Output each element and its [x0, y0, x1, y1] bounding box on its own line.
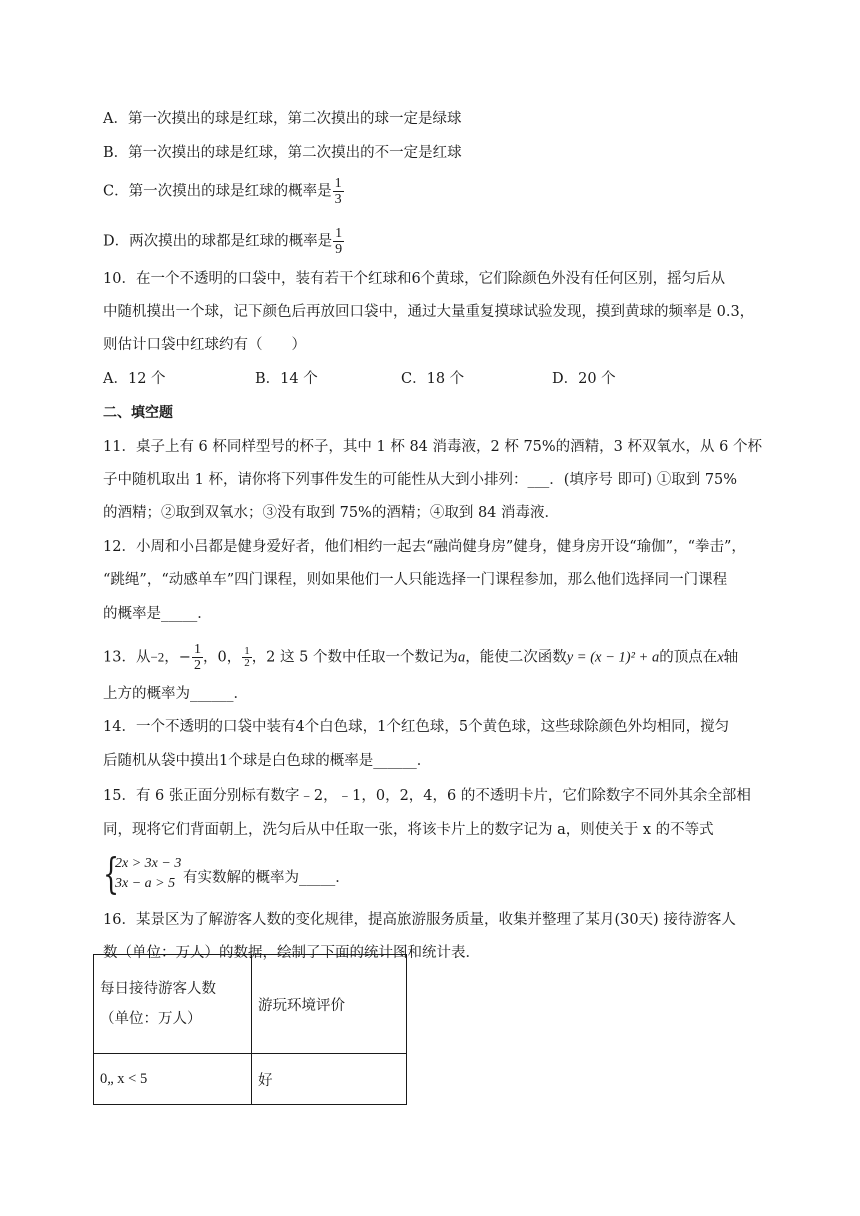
- q11-line-1: 11．桌子上有 6 杯同样型号的杯子，其中 1 杯 84 消毒液，2 杯 75%的酒精，3 杯双氧水，从 6 个杯: [103, 439, 762, 455]
- fraction-denominator: 3: [334, 192, 342, 207]
- q13-text-3: 的顶点在: [659, 649, 718, 666]
- q13-var-x: x: [717, 649, 724, 666]
- fraction-numerator: 1: [244, 645, 250, 657]
- fraction-numerator: 1: [193, 642, 201, 657]
- table-header-visitors-line2: （单位：万人）: [100, 1011, 202, 1027]
- q13-text-1: ，2 这 5 个数中任取一个数记为: [251, 649, 458, 666]
- q10-line-2: 中随机摸出一个球，记下颜色后再放回口袋中，通过大量重复摸球试验发现，摸到黄球的频率是 0.3，: [103, 304, 755, 320]
- q10-line-1: 10．在一个不透明的口袋中，装有若干个红球和6个黄球，它们除颜色外没有任何区别，摇匀后从: [103, 271, 726, 287]
- q13-minus: −: [178, 649, 191, 666]
- q13-text-4: 轴: [723, 649, 739, 666]
- q12-line-3: 的概率是_____．: [103, 606, 212, 622]
- q10-options: [103, 368, 616, 390]
- q10-option-c: C．18 个: [401, 371, 465, 387]
- q14-line-1: 14．一个不透明的口袋中装有4个白色球，1个红色球，5个黄色球，这些球除颜色外均相同，搅匀: [103, 719, 730, 735]
- table-row: [94, 1054, 407, 1105]
- q9-option-d: [103, 226, 344, 257]
- fraction-denominator: 2: [193, 658, 201, 673]
- table-cell-rating: 好: [252, 1054, 407, 1105]
- table-row: [94, 955, 407, 1054]
- q13-lead: 13．从: [103, 649, 151, 666]
- q13-sep-1: ，: [164, 649, 179, 666]
- fraction-denominator: 2: [244, 657, 250, 669]
- q10-option-b: B．14 个: [255, 371, 318, 387]
- table-header-visitors: [94, 955, 252, 1054]
- q13-zero: 0: [217, 649, 227, 666]
- q10-line-3: 则估计口袋中红球约有（ ）: [103, 337, 306, 353]
- q13-number-neg2: −2: [150, 649, 165, 665]
- q13-function: y = (x − 1)² + a: [566, 649, 660, 666]
- q11-line-2: 子中随机取出 1 杯，请你将下列事件发生的可能性从大到小排列：___．(填序号 即可) ①取到 75%: [103, 472, 738, 488]
- q9-option-c: [103, 176, 344, 207]
- q10-option-a: A．12 个: [103, 371, 166, 387]
- q16-table: [93, 954, 407, 1105]
- table-header-evaluation: 游玩环境评价: [252, 955, 407, 1054]
- q16-line-2: 数（单位：万人）的数据，绘制了下面的统计图和统计表．: [103, 945, 480, 961]
- fraction-one-half-small: [242, 646, 252, 669]
- q16-line-1: 16．某景区为了解游客人数的变化规律，提高旅游服务质量，收集并整理了某月(30天) 接待游客人: [103, 912, 736, 928]
- q12-line-1: 12．小周和小吕都是健身爱好者，他们相约一起去“融尚健身房”健身，健身房开设“瑜伽”，“拳击”，: [103, 539, 746, 555]
- q13-sep-3: ，: [226, 649, 242, 666]
- fraction-numerator: 1: [334, 176, 342, 191]
- q10-option-d: D．20 个: [552, 371, 616, 387]
- q13-line-1: [103, 642, 738, 673]
- q13-line-2: 上方的概率为______．: [103, 686, 248, 702]
- q9-option-a: A．第一次摸出的球是红球，第二次摸出的球一定是绿球: [103, 111, 462, 127]
- q14-line-2: 后随机从袋中摸出1个球是白色球的概率是______．: [103, 753, 432, 769]
- q12-line-2: “跳绳”，“动感单车”四门课程，则如果他们一人只能选择一门课程参加，那么他们选择同一门课程: [103, 572, 728, 588]
- q15-line-2: 同，现将它们背面朝上，洗匀后从中任取一张，将该卡片上的数字记为 a，则使关于 x 的不等式: [103, 822, 714, 838]
- fraction-one-half: [192, 642, 203, 673]
- q9-option-d-text: D．两次摸出的球都是红球的概率是: [103, 233, 333, 250]
- q13-text-2: ，能使二次函数: [465, 649, 567, 666]
- q15-inequality-2: 3x − a > 5: [115, 876, 176, 891]
- fraction-numerator: 1: [335, 226, 343, 241]
- q13-sep-2: ，: [202, 649, 218, 666]
- fraction-denominator: 9: [335, 242, 343, 257]
- q15-inequality-1: 2x > 3x − 3: [115, 856, 182, 871]
- table-cell-range: 0„ x < 5: [94, 1054, 252, 1105]
- fraction-one-third: [333, 176, 344, 207]
- q15-line-1: 15．有 6 张正面分别标有数字﹣2，﹣1，0，2，4，6 的不透明卡片，它们除数字不同外其余全部相: [103, 788, 751, 804]
- section-title-fill-in: 二、填空题: [103, 405, 173, 421]
- q15-line-3: 有实数解的概率为_____．: [183, 870, 350, 886]
- q9-option-c-text: C．第一次摸出的球是红球的概率是: [103, 183, 332, 200]
- q11-line-3: 的酒精；②取到双氧水；③没有取到 75%的酒精；④取到 84 消毒液．: [103, 505, 560, 521]
- table-header-visitors-line1: 每日接待游客人数: [100, 981, 216, 997]
- fraction-one-ninth: [333, 226, 344, 257]
- left-brace-icon: {: [103, 849, 120, 898]
- q13-var-a: a: [457, 649, 466, 666]
- q9-option-b: B．第一次摸出的球是红球，第二次摸出的不一定是红球: [103, 145, 462, 161]
